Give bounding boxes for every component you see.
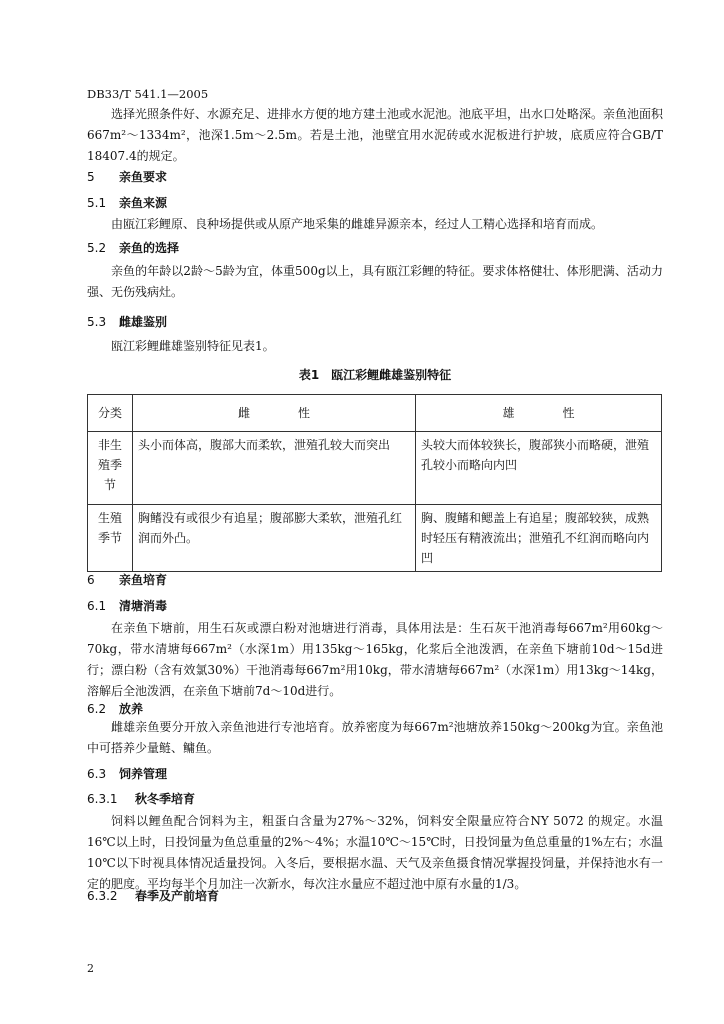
section-number: 5.2: [87, 241, 107, 255]
section-title: 亲鱼的选择: [119, 241, 180, 255]
table-caption: 表1 瓯江彩鲤雌雄鉴别特征: [298, 368, 452, 382]
table-cell-female: 胸鳍没有或很少有追星；腹部膨大柔软，泄殖孔红润而外凸。: [133, 505, 416, 572]
page-number: 2: [87, 962, 94, 975]
section-title: 饲养管理: [119, 767, 168, 781]
section-title: 清塘消毒: [119, 599, 168, 613]
section-6-3-1-heading: [87, 790, 195, 807]
section-number: 6.3.2: [87, 889, 118, 903]
document-code: DB33/T 541.1—2005: [87, 87, 209, 101]
section-title: 秋冬季培育: [135, 792, 196, 806]
section-number: 6.2: [87, 702, 107, 716]
section-6-3-1-text: 饲料以鲤鱼配合饲料为主，粗蛋白含量为27%～32%，饲料安全限量应符合NY 5072 的规定。水温16℃以上时，日投饲量为鱼总重量的2%～4%；水温10℃～15℃时，日投饲量为鱼总重量的1%左右；水温10℃以下时视具体情况适量投饲。入冬后，要根据水温、天气及亲鱼摄食情况掌握投饲量，并保持池水有一定的肥度。平均每半个月加注一次新水，每次注水量应不超过池中原有水量的1/3。: [87, 814, 663, 891]
section-number: 5: [87, 170, 95, 184]
table-header-row: [88, 395, 662, 432]
table-header-cell: 分类: [88, 395, 133, 432]
table-header-cell: 雌 性: [133, 395, 416, 432]
section-number: 6.3.1: [87, 792, 118, 806]
table-row: [88, 505, 662, 572]
table-cell-male: 头较大而体较狭长，腹部狭小而略硬，泄殖孔较小而略向内凹: [416, 432, 662, 505]
section-title: 雌雄鉴别: [119, 315, 168, 329]
table-header-cell: 雄 性: [416, 395, 662, 432]
section-6-1-text: 在亲鱼下塘前，用生石灰或漂白粉对池塘进行消毒，具体用法是：生石灰干池消毒每667m²用60kg～70kg，带水清塘每667m²（水深1m）用135kg～165kg，化浆后全池泼洒，在亲鱼下塘前10d～15d进行；漂白粉（含有效氯30%）干池消毒每667m²用10kg，带水清塘每667m²（水深1m）用13kg～14kg，溶解后全池泼洒，在亲鱼下塘前7d～10d进行。: [87, 621, 663, 698]
section-title: 亲鱼要求: [119, 170, 168, 184]
intro-paragraph: 选择光照条件好、水源充足、进排水方便的地方建土池或水泥池。池底平坦，出水口处略深。亲鱼池面积667m²～1334m²，池深1.5m～2.5m。若是土池，池壁宜用水泥砖或水泥板进行护坡，底质应符合GB/T 18407.4的规定。: [87, 107, 664, 163]
table-cell-category: 非生殖季节: [88, 432, 133, 505]
section-number: 6: [87, 573, 95, 587]
table-row: [88, 432, 662, 505]
sex-identification-table: [87, 394, 662, 572]
table-cell-male: 胸、腹鳍和鳃盖上有追星；腹部较狭，成熟时轻压有精液流出；泄殖孔不红润而略向内凹: [416, 505, 662, 572]
section-5-heading: [87, 168, 167, 185]
section-6-3-heading: [87, 765, 167, 782]
section-number: 6.1: [87, 599, 107, 613]
section-number: 5.3: [87, 315, 107, 329]
section-5-2-heading: [87, 239, 179, 256]
section-6-heading: [87, 571, 167, 588]
section-title: 春季及产前培育: [135, 889, 220, 903]
section-title: 亲鱼来源: [119, 196, 168, 210]
section-title: 亲鱼培育: [119, 573, 168, 587]
section-6-1-heading: [87, 597, 167, 614]
table-cell-female: 头小而体高，腹部大而柔软，泄殖孔较大而突出: [133, 432, 416, 505]
section-6-2-heading: [87, 700, 143, 717]
section-number: 5.1: [87, 196, 107, 210]
table-cell-category: 生殖季节: [88, 505, 133, 572]
section-6-3-2-heading: [87, 887, 219, 904]
section-5-3-text: 瓯江彩鲤雌雄鉴别特征见表1。: [111, 339, 275, 353]
section-title: 放养: [119, 702, 144, 716]
section-5-2-text: 亲鱼的年龄以2龄～5龄为宜，体重500g以上，具有瓯江彩鲤的特征。要求体格健壮、体形肥满、活动力强、无伤残病灶。: [87, 264, 663, 299]
section-number: 6.3: [87, 767, 107, 781]
section-5-1-text: 由瓯江彩鲤原、良种场提供或从原产地采集的雌雄异源亲本，经过人工精心选择和培育而成。: [111, 217, 604, 231]
section-6-2-text: 雌雄亲鱼要分开放入亲鱼池进行专池培育。放养密度为每667m²池塘放养150kg～200kg为宜。亲鱼池中可搭养少量鲢、鳙鱼。: [87, 720, 663, 755]
section-5-3-heading: [87, 313, 167, 330]
section-5-1-heading: [87, 194, 167, 211]
